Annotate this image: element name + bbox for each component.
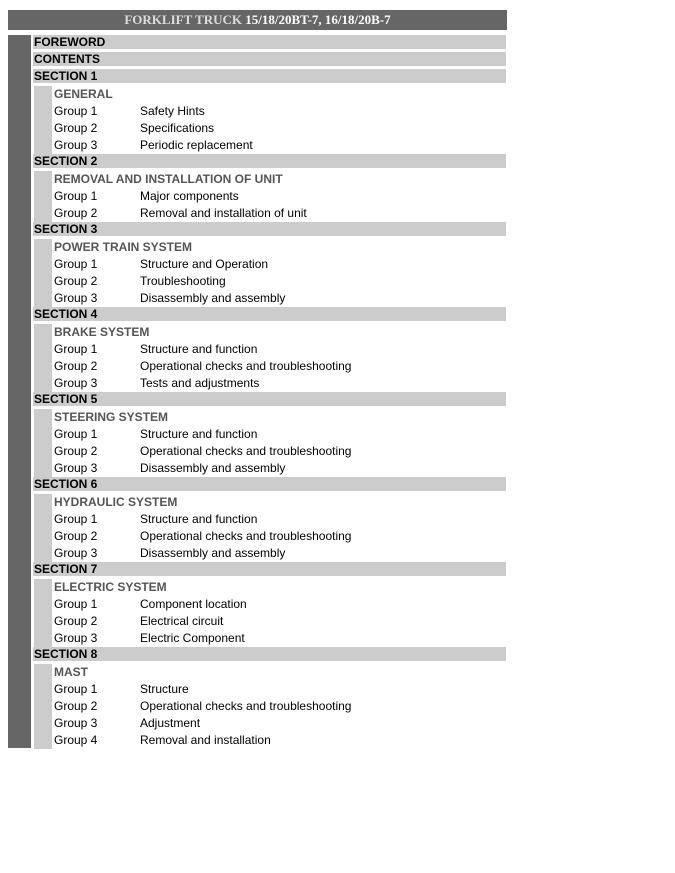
section-indent-bar — [34, 494, 52, 562]
section-6-title: HYDRAULIC SYSTEM — [54, 495, 178, 509]
section-1-title: GENERAL — [54, 87, 113, 101]
group-label: Group 2 — [54, 699, 98, 713]
toc-foreword-link[interactable]: FOREWORD — [33, 35, 506, 49]
group-title: Disassembly and assembly — [140, 461, 286, 475]
group-title: Structure and function — [140, 427, 258, 441]
group-title: Structure and function — [140, 342, 258, 356]
group-label: Group 1 — [54, 342, 98, 356]
group-label: Group 3 — [54, 291, 98, 305]
section-8-header[interactable]: SECTION 8 — [33, 647, 506, 661]
section-4-header[interactable]: SECTION 4 — [33, 307, 506, 321]
section-indent-bar — [34, 664, 52, 749]
section-5-body — [33, 409, 506, 477]
section-1-header[interactable]: SECTION 1 — [33, 69, 506, 83]
section-1-group-3-link[interactable] — [54, 137, 506, 154]
section-8-group-1-link[interactable] — [54, 681, 506, 698]
section-3-group-2-link[interactable] — [54, 273, 506, 290]
section-6-group-3-link[interactable] — [54, 545, 506, 562]
section-1-group-1-link[interactable] — [54, 103, 506, 120]
section-4-title: BRAKE SYSTEM — [54, 325, 150, 339]
section-5-header[interactable]: SECTION 5 — [33, 392, 506, 406]
group-title: Structure and function — [140, 512, 258, 526]
group-label: Group 2 — [54, 359, 98, 373]
section-5-title: STEERING SYSTEM — [54, 410, 169, 424]
section-4-body — [33, 324, 506, 392]
group-label: Group 2 — [54, 206, 98, 220]
section-4-group-1-link[interactable] — [54, 341, 506, 358]
section-indent-bar — [34, 324, 52, 392]
group-title: Adjustment — [140, 716, 201, 730]
group-title: Structure — [140, 682, 189, 696]
group-label: Group 3 — [54, 631, 98, 645]
section-5-group-2-link[interactable] — [54, 443, 506, 460]
section-indent-bar — [34, 239, 52, 307]
group-label: Group 2 — [54, 121, 98, 135]
section-3-body — [33, 239, 506, 307]
group-title: Disassembly and assembly — [140, 546, 286, 560]
section-7-title: ELECTRIC SYSTEM — [54, 580, 167, 594]
group-label: Group 1 — [54, 597, 98, 611]
section-3-group-1-link[interactable] — [54, 256, 506, 273]
title-prefix: FORKLIFT TRUCK — [124, 12, 242, 27]
toc-contents-link[interactable]: CONTENTS — [33, 52, 506, 66]
group-title: Operational checks and troubleshooting — [140, 359, 352, 373]
group-label: Group 2 — [54, 274, 98, 288]
section-8-group-4-link[interactable] — [54, 732, 506, 749]
section-1-body — [33, 86, 506, 154]
section-8-title: MAST — [54, 665, 88, 679]
section-7-group-1-link[interactable] — [54, 596, 506, 613]
title-models: 15/18/20BT-7, 16/18/20B-7 — [245, 12, 391, 27]
section-indent-bar — [34, 171, 52, 222]
group-title: Structure and Operation — [140, 257, 269, 271]
section-2-group-2-link[interactable] — [54, 205, 506, 222]
section-7-group-2-link[interactable] — [54, 613, 506, 630]
section-5-group-1-link[interactable] — [54, 426, 506, 443]
group-label: Group 3 — [54, 546, 98, 560]
group-label: Group 1 — [54, 682, 98, 696]
group-title: Periodic replacement — [140, 138, 253, 152]
group-title: Electric Component — [140, 631, 245, 645]
group-title: Removal and installation of unit — [140, 206, 307, 220]
group-title: Safety Hints — [140, 104, 205, 118]
group-label: Group 1 — [54, 257, 98, 271]
section-4-group-3-link[interactable] — [54, 375, 506, 392]
group-label: Group 1 — [54, 189, 98, 203]
section-indent-bar — [34, 86, 52, 154]
group-title: Troubleshooting — [140, 274, 226, 288]
section-indent-bar — [34, 409, 52, 477]
section-3-group-3-link[interactable] — [54, 290, 506, 307]
section-7-group-3-link[interactable] — [54, 630, 506, 647]
section-6-group-2-link[interactable] — [54, 528, 506, 545]
section-2-title: REMOVAL AND INSTALLATION OF UNIT — [54, 172, 283, 186]
section-1-group-2-link[interactable] — [54, 120, 506, 137]
section-3-header[interactable]: SECTION 3 — [33, 222, 506, 236]
section-7-body — [33, 579, 506, 647]
section-6-header[interactable]: SECTION 6 — [33, 477, 506, 491]
group-label: Group 3 — [54, 461, 98, 475]
group-title: Major components — [140, 189, 239, 203]
section-2-group-1-link[interactable] — [54, 188, 506, 205]
group-title: Operational checks and troubleshooting — [140, 529, 352, 543]
page-title — [8, 10, 507, 30]
group-label: Group 2 — [54, 444, 98, 458]
group-title: Removal and installation — [140, 733, 271, 747]
group-label: Group 3 — [54, 376, 98, 390]
group-label: Group 1 — [54, 104, 98, 118]
section-2-body — [33, 171, 506, 222]
group-title: Tests and adjustments — [140, 376, 260, 390]
group-title: Specifications — [140, 121, 215, 135]
group-title: Electrical circuit — [140, 614, 224, 628]
section-5-group-3-link[interactable] — [54, 460, 506, 477]
group-title: Operational checks and troubleshooting — [140, 444, 352, 458]
section-6-body — [33, 494, 506, 562]
group-label: Group 1 — [54, 512, 98, 526]
group-title: Operational checks and troubleshooting — [140, 699, 352, 713]
section-3-title: POWER TRAIN SYSTEM — [54, 240, 193, 254]
group-label: Group 2 — [54, 529, 98, 543]
section-indent-bar — [34, 579, 52, 647]
group-label: Group 3 — [54, 138, 98, 152]
table-of-contents — [33, 35, 506, 749]
group-title: Component location — [140, 597, 247, 611]
section-7-header[interactable]: SECTION 7 — [33, 562, 506, 576]
group-label: Group 3 — [54, 716, 98, 730]
left-sidebar-strip — [8, 35, 31, 748]
group-label: Group 2 — [54, 614, 98, 628]
section-8-body — [33, 664, 506, 749]
group-label: Group 1 — [54, 427, 98, 441]
section-6-group-1-link[interactable] — [54, 511, 506, 528]
section-2-header[interactable]: SECTION 2 — [33, 154, 506, 168]
section-8-group-3-link[interactable] — [54, 715, 506, 732]
section-8-group-2-link[interactable] — [54, 698, 506, 715]
section-4-group-2-link[interactable] — [54, 358, 506, 375]
group-title: Disassembly and assembly — [140, 291, 286, 305]
group-label: Group 4 — [54, 733, 98, 747]
